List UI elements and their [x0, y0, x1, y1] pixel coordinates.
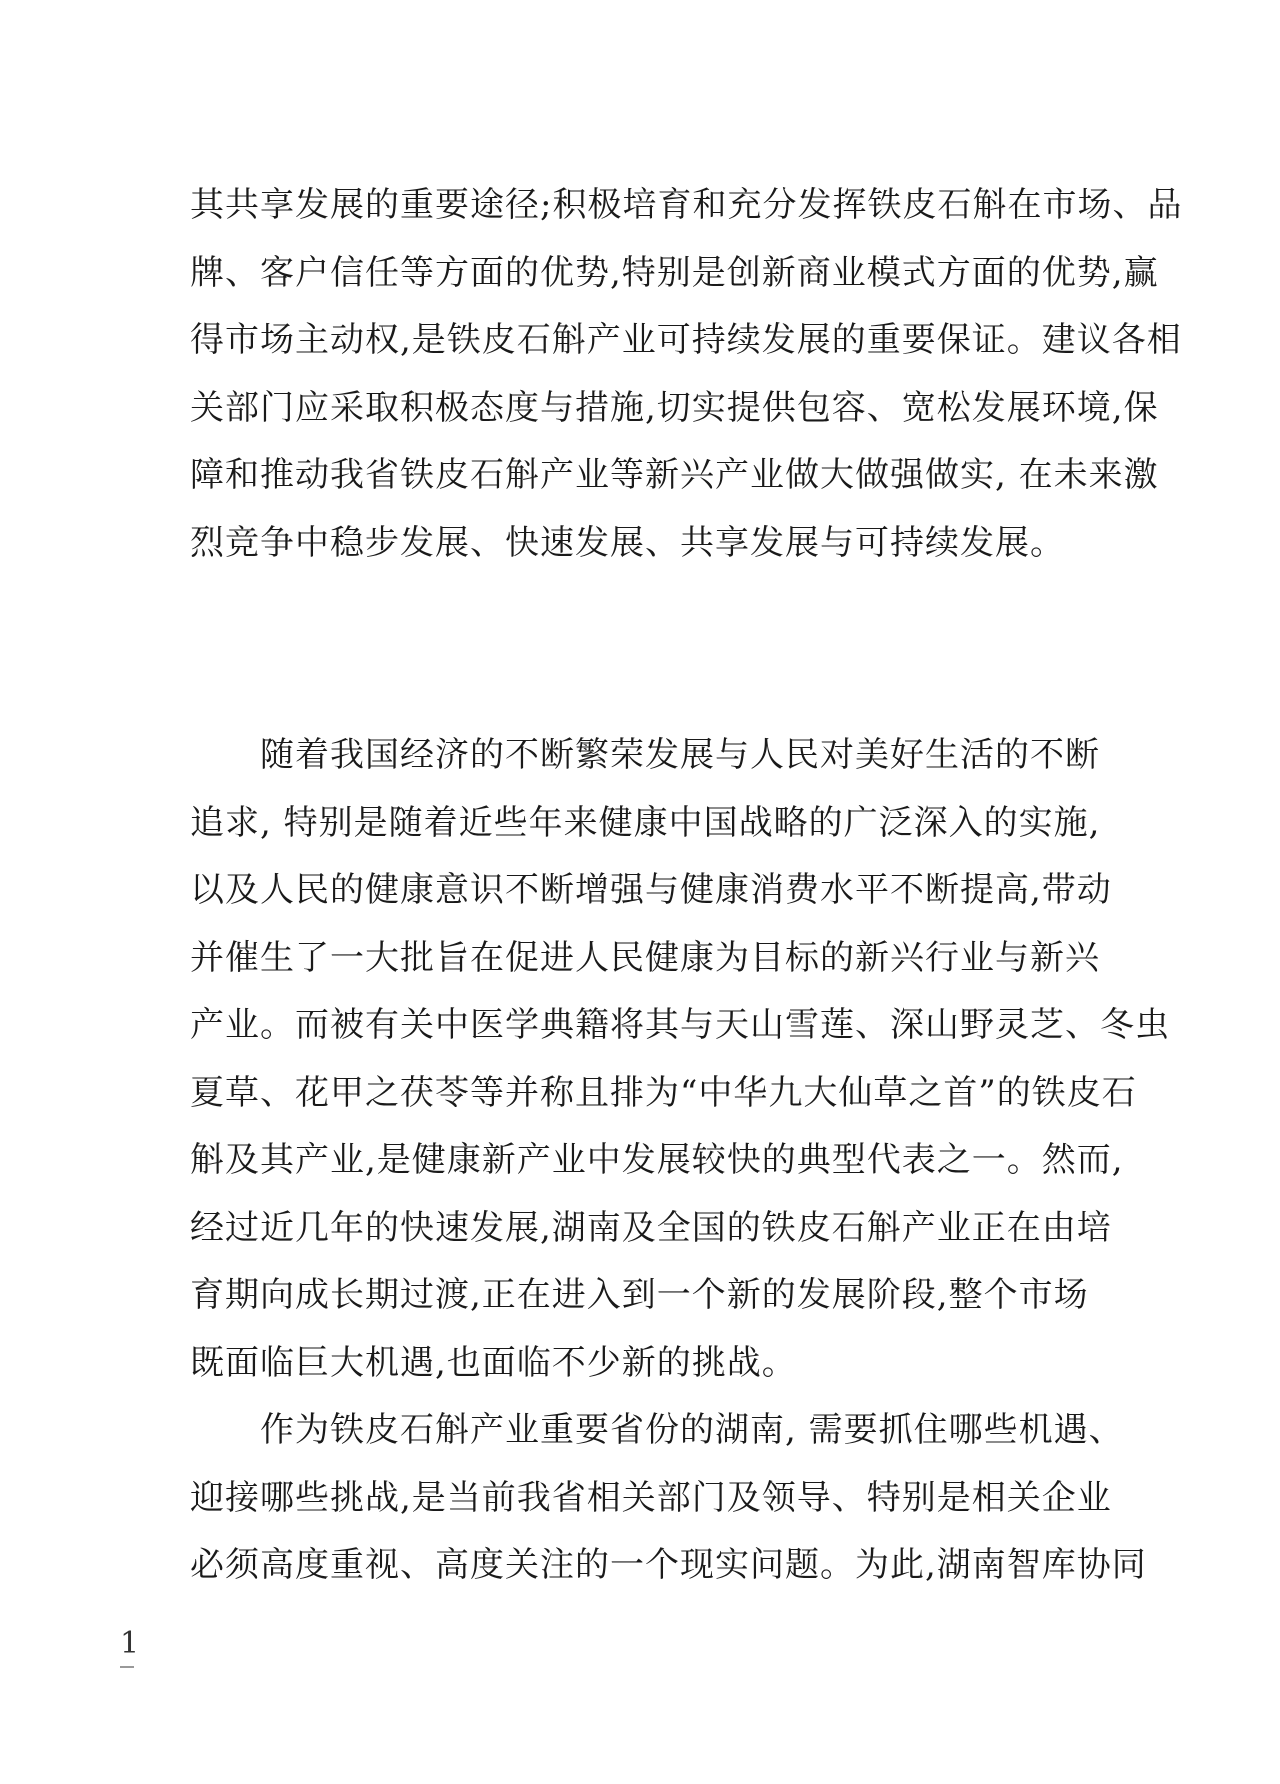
- text-line: 经过近几年的快速发展,湖南及全国的铁皮石斛产业正在由培: [190, 1207, 1112, 1248]
- text-line: 牌、客户信任等方面的优势,特别是创新商业模式方面的优势,赢: [190, 252, 1159, 293]
- text-line: 烈竞争中稳步发展、快速发展、共享发展与可持续发展。: [190, 522, 1065, 563]
- text-line: 作为铁皮石斛产业重要省份的湖南, 需要抓住哪些机遇、: [190, 1410, 1124, 1450]
- text-line: 必须高度重视、高度关注的一个现实问题。为此,湖南智库协同: [190, 1545, 1147, 1585]
- text-line: 其共享发展的重要途径;积极培育和充分发挥铁皮石斛在市场、品: [190, 185, 1183, 225]
- text-line: 追求, 特别是随着近些年来健康中国战略的广泛深入的实施,: [190, 802, 1101, 843]
- text-line: 并催生了一大批旨在促进人民健康为目标的新兴行业与新兴: [190, 937, 1100, 978]
- page-number: 1: [120, 1626, 140, 1661]
- text-line: 随着我国经济的不断繁荣发展与人民对美好生活的不断: [190, 735, 1100, 775]
- paragraph-context: [190, 1397, 1147, 1600]
- text-line: 夏草、花甲之茯苓等并称且排为“中华九大仙草之首”的铁皮石: [190, 1072, 1137, 1113]
- text-line: 迎接哪些挑战,是当前我省相关部门及领导、特别是相关企业: [190, 1477, 1112, 1518]
- text-line: 得市场主动权,是铁皮石斛产业可持续发展的重要保证。建议各相: [190, 320, 1182, 360]
- text-line: 关部门应采取积极态度与措施,切实提供包容、宽松发展环境,保: [190, 387, 1159, 428]
- text-line: 斛及其产业,是健康新产业中发展较快的典型代表之一。然而,: [190, 1140, 1124, 1180]
- text-line: 以及人民的健康意识不断增强与健康消费水平不断提高,带动: [190, 870, 1112, 910]
- text-line: 育期向成长期过渡,正在进入到一个新的发展阶段,整个市场: [190, 1275, 1089, 1315]
- text-line: 产业。而被有关中医学典籍将其与天山雪莲、深山野灵芝、冬虫: [190, 1005, 1170, 1045]
- text-line: 既面临巨大机遇,也面临不少新的挑战。: [190, 1342, 797, 1383]
- page-number-rule: [120, 1666, 134, 1668]
- text-line: 障和推动我省铁皮石斛产业等新兴产业做大做强做实, 在未来激: [190, 455, 1159, 495]
- paragraph-intro: [190, 722, 1170, 1397]
- continuation-paragraph: [190, 172, 1183, 577]
